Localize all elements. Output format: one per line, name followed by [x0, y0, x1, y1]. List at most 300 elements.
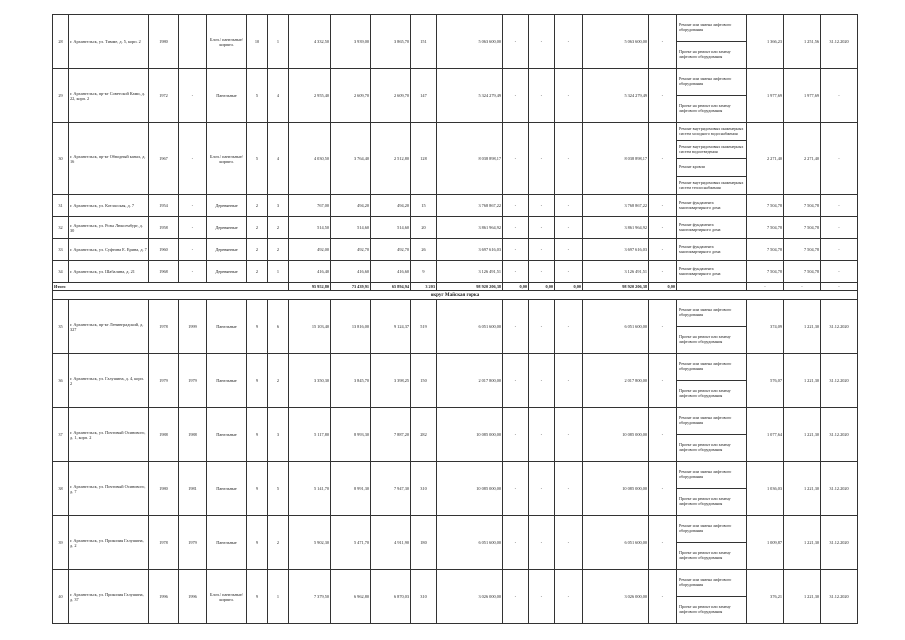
cell-f3: - — [555, 261, 583, 283]
cell-address: г. Архангельск, ул. Галушина, д. 4, корп. 2 — [69, 354, 149, 408]
cell-num: 35 — [53, 300, 69, 354]
cell-address: г. Архангельск, ул. Прокопия Галушина, д. 37 — [69, 570, 149, 624]
cell-address: г. Архангельск, пр-кт Обводный канал, д. 16 — [69, 123, 149, 195]
section-row — [53, 291, 858, 300]
cell-area-b: 3 865,70 — [371, 15, 411, 69]
cell-wall: Панельные — [207, 516, 247, 570]
cell-f1: - — [503, 408, 529, 462]
cell-floors: 9 — [247, 408, 268, 462]
cell-cost-total: 10 085 000,00 — [437, 462, 503, 516]
cell-year-built: 1988 — [149, 408, 179, 462]
cell-f2: - — [529, 195, 555, 217]
cell-area-a: 3 764,40 — [331, 123, 371, 195]
cell-num: 28 — [53, 15, 69, 69]
cell-floors: 10 — [247, 15, 268, 69]
cell-f5: - — [649, 239, 677, 261]
cell-area-total: 15 103,40 — [289, 300, 331, 354]
cell-f1: - — [503, 239, 529, 261]
cell-cost-total: 6 051 600,00 — [437, 300, 503, 354]
cell-area-a: 8 993,30 — [331, 408, 371, 462]
total-cost-total: 98 920 206,38 — [437, 283, 503, 291]
cell-area-a: 3 939,00 — [331, 15, 371, 69]
cell-f3: - — [555, 123, 583, 195]
cell-year-built: 1979 — [149, 354, 179, 408]
cell-f1: - — [503, 69, 529, 123]
cell-num: 40 — [53, 570, 69, 624]
cell-unit-cost: 7 504,78 — [747, 217, 784, 239]
cell-f3: - — [555, 300, 583, 354]
program-table-sheet — [52, 14, 849, 624]
cell-deadline: - — [821, 195, 858, 217]
cell-unit-cost: 7 504,78 — [747, 239, 784, 261]
cell-wall: Деревянные — [207, 217, 247, 239]
cell-work-type: Ремонт фундамента многоквартирного дома — [677, 261, 747, 283]
cell-f4: 3 768 867,22 — [583, 195, 649, 217]
cell-f4: 3 026 000,00 — [583, 570, 649, 624]
cell-wall: Панельные — [207, 408, 247, 462]
cell-f4: 6 051 600,00 — [583, 300, 649, 354]
cell-f1: - — [503, 462, 529, 516]
cell-f2: - — [529, 261, 555, 283]
cell-cost-total: 3 768 867,22 — [437, 195, 503, 217]
cell-f1: - — [503, 195, 529, 217]
cell-f2: - — [529, 239, 555, 261]
cell-f1: - — [503, 15, 529, 69]
cell-floors: 5 — [247, 123, 268, 195]
cell-num: 37 — [53, 408, 69, 462]
cell-wall: Панельные — [207, 300, 247, 354]
cell-year-reconstr: 1999 — [179, 300, 207, 354]
cell-f4: 6 051 600,00 — [583, 516, 649, 570]
cell-f1: - — [503, 570, 529, 624]
cell-area-a: 3 845,70 — [331, 354, 371, 408]
cell-work-type: Ремонт внутридомовых инженерных систем водоотведения — [677, 141, 747, 159]
cell-area-total: 3 350,30 — [289, 354, 331, 408]
cell-floors: 9 — [247, 354, 268, 408]
cell-residents: 9 — [411, 261, 437, 283]
cell-f5: - — [649, 15, 677, 69]
cell-area-b: 416,60 — [371, 261, 411, 283]
cell-cost-total: 10 085 000,00 — [437, 408, 503, 462]
total-limit-cost: - — [784, 283, 821, 291]
cell-wall: Панельные — [207, 462, 247, 516]
cell-area-a: 494,20 — [331, 195, 371, 217]
cell-area-b: 492,70 — [371, 239, 411, 261]
cell-cost-total: 3 126 491,51 — [437, 261, 503, 283]
cell-work-type: Ремонт или замена лифтового оборудования — [677, 15, 747, 42]
cell-residents: 20 — [411, 217, 437, 239]
cell-area-total: 767,00 — [289, 195, 331, 217]
cell-cost-total: 5 324 279,49 — [437, 69, 503, 123]
cell-limit-cost: 2 271,40 — [784, 123, 821, 195]
cell-floors: 9 — [247, 462, 268, 516]
total-unit-cost: - — [747, 283, 784, 291]
cell-f3: - — [555, 408, 583, 462]
cell-cost-total: 3 026 000,00 — [437, 570, 503, 624]
table-row — [53, 408, 858, 435]
table-body — [53, 15, 858, 624]
table-row — [53, 195, 858, 217]
cell-cost-total: 3 697 616,03 — [437, 239, 503, 261]
cell-f1: - — [503, 261, 529, 283]
cell-f4: 5 063 600,00 — [583, 15, 649, 69]
cell-limit-cost: 1 251,56 — [784, 15, 821, 69]
cell-address: г. Архангельск, ул. Шабалина, д. 21 — [69, 261, 149, 283]
cell-f1: - — [503, 354, 529, 408]
cell-f4: 2 017 800,00 — [583, 354, 649, 408]
cell-year-built: 1978 — [149, 516, 179, 570]
cell-residents: 151 — [411, 15, 437, 69]
cell-area-b: 514,60 — [371, 217, 411, 239]
cell-limit-cost: 7 504,78 — [784, 195, 821, 217]
total-work-type — [677, 283, 747, 291]
cell-f5: - — [649, 516, 677, 570]
cell-work-type: Ремонт кровли — [677, 159, 747, 177]
cell-work-type: Ремонт или замена лифтового оборудования — [677, 516, 747, 543]
cell-unit-cost: 7 504,78 — [747, 195, 784, 217]
total-f4: 98 920 206,38 — [583, 283, 649, 291]
cell-area-a: 5 471,70 — [331, 516, 371, 570]
cell-unit-cost: 1 036,03 — [747, 462, 784, 516]
cell-residents: 282 — [411, 408, 437, 462]
cell-f2: - — [529, 300, 555, 354]
cell-f4: 3 697 616,03 — [583, 239, 649, 261]
cell-work-type: Проект на ремонт или замену лифтового оборудования — [677, 543, 747, 570]
cell-f5: - — [649, 195, 677, 217]
total-area-a: 73 439,91 — [331, 283, 371, 291]
repair-program-table — [52, 14, 858, 624]
cell-residents: 15 — [411, 195, 437, 217]
cell-unit-cost: 374,09 — [747, 300, 784, 354]
table-row — [53, 462, 858, 489]
section-title: округ Майская горка — [53, 291, 858, 300]
cell-entrances: 6 — [268, 300, 289, 354]
cell-deadline: 31.12.2020 — [821, 462, 858, 516]
cell-work-type: Проект на ремонт или замену лифтового оборудования — [677, 327, 747, 354]
cell-entrances: 1 — [268, 261, 289, 283]
cell-deadline: - — [821, 239, 858, 261]
cell-limit-cost: 1 221,30 — [784, 516, 821, 570]
cell-wall: Блоч./ панельные/кирпич. — [207, 123, 247, 195]
cell-work-type: Ремонт или замена лифтового оборудования — [677, 462, 747, 489]
cell-year-reconstr: - — [179, 69, 207, 123]
cell-year-reconstr: - — [179, 123, 207, 195]
cell-entrances: 2 — [268, 354, 289, 408]
cell-unit-cost: 576,07 — [747, 354, 784, 408]
cell-f5: - — [649, 354, 677, 408]
cell-entrances: 2 — [268, 217, 289, 239]
cell-f5: - — [649, 570, 677, 624]
table-row — [53, 239, 858, 261]
cell-deadline: 31.12.2020 — [821, 408, 858, 462]
cell-area-a: 8 991,30 — [331, 462, 371, 516]
cell-area-total: 4 030,50 — [289, 123, 331, 195]
cell-area-total: 2 955,40 — [289, 69, 331, 123]
cell-residents: 147 — [411, 69, 437, 123]
cell-limit-cost: 1 221,30 — [784, 408, 821, 462]
cell-year-built: 1968 — [149, 261, 179, 283]
cell-limit-cost: 1 221,30 — [784, 300, 821, 354]
cell-area-a: 2 609,70 — [331, 69, 371, 123]
cell-entrances: 2 — [268, 239, 289, 261]
cell-num: 38 — [53, 462, 69, 516]
cell-f3: - — [555, 354, 583, 408]
cell-address: г. Архангельск, ул. Почтовый Осинового, д. 7 — [69, 462, 149, 516]
cell-f3: - — [555, 15, 583, 69]
cell-f4: 5 324 279,49 — [583, 69, 649, 123]
cell-work-type: Ремонт внутридомовых инженерных систем теплоснабжения — [677, 177, 747, 195]
table-row — [53, 261, 858, 283]
cell-f4: 10 085 000,00 — [583, 462, 649, 516]
cell-limit-cost: 1 977,69 — [784, 69, 821, 123]
cell-area-a: 13 816,00 — [331, 300, 371, 354]
cell-address: г. Архангельск, ул. Тимме, д. 5, корп. 2 — [69, 15, 149, 69]
cell-residents: 128 — [411, 123, 437, 195]
cell-area-total: 492,00 — [289, 239, 331, 261]
cell-f4: 10 085 000,00 — [583, 408, 649, 462]
cell-wall: Блоч./ панельные/кирпич. — [207, 15, 247, 69]
cell-f2: - — [529, 570, 555, 624]
cell-area-a: 492,70 — [331, 239, 371, 261]
cell-work-type: Проект на ремонт или замену лифтового оборудования — [677, 42, 747, 69]
cell-work-type: Проект на ремонт или замену лифтового оборудования — [677, 597, 747, 624]
cell-area-b: 7 887,20 — [371, 408, 411, 462]
table-row — [53, 15, 858, 42]
cell-f4: 8 038 898,17 — [583, 123, 649, 195]
cell-work-type: Проект на ремонт или замену лифтового оборудования — [677, 96, 747, 123]
cell-f4: 3 126 491,51 — [583, 261, 649, 283]
total-area-total: 95 952,80 — [289, 283, 331, 291]
cell-f5: - — [649, 123, 677, 195]
total-label: Итого — [53, 283, 289, 291]
cell-area-a: 514,60 — [331, 217, 371, 239]
cell-floors: 9 — [247, 300, 268, 354]
cell-year-built: 1978 — [149, 300, 179, 354]
total-f1: 0,00 — [503, 283, 529, 291]
cell-f5: - — [649, 217, 677, 239]
total-f5: 0,00 — [649, 283, 677, 291]
cell-area-total: 5 141,70 — [289, 462, 331, 516]
cell-area-a: 6 962,80 — [331, 570, 371, 624]
cell-f2: - — [529, 123, 555, 195]
cell-floors: 2 — [247, 239, 268, 261]
cell-area-total: 5 902,30 — [289, 516, 331, 570]
cell-num: 30 — [53, 123, 69, 195]
cell-address: г. Архангельск, ул. Почтовый Осинового, д. 1, корп. 2 — [69, 408, 149, 462]
cell-year-reconstr: - — [179, 195, 207, 217]
cell-address: г. Архангельск, пр-кт Ленинградский, д. 327 — [69, 300, 149, 354]
cell-f3: - — [555, 462, 583, 516]
cell-deadline: 31.12.2020 — [821, 516, 858, 570]
cell-year-built: 1954 — [149, 195, 179, 217]
cell-limit-cost: 1 221,30 — [784, 462, 821, 516]
cell-entrances: 5 — [268, 462, 289, 516]
cell-year-reconstr — [179, 15, 207, 69]
cell-cost-total: 5 063 600,00 — [437, 15, 503, 69]
cell-wall: Панельные — [207, 354, 247, 408]
cell-year-reconstr: - — [179, 217, 207, 239]
total-f2: 0,00 — [529, 283, 555, 291]
cell-year-built: 1996 — [149, 570, 179, 624]
cell-work-type: Ремонт или замена лифтового оборудования — [677, 300, 747, 327]
cell-unit-cost: 1 077,64 — [747, 408, 784, 462]
cell-area-total: 5 117,80 — [289, 408, 331, 462]
cell-f1: - — [503, 300, 529, 354]
cell-entrances: 1 — [268, 15, 289, 69]
cell-limit-cost: 7 504,78 — [784, 217, 821, 239]
cell-area-a: 416,60 — [331, 261, 371, 283]
cell-cost-total: 2 017 800,00 — [437, 354, 503, 408]
cell-cost-total: 3 861 964,92 — [437, 217, 503, 239]
cell-deadline: 31.12.2020 — [821, 300, 858, 354]
cell-entrances: 3 — [268, 195, 289, 217]
cell-area-total: 514,50 — [289, 217, 331, 239]
cell-num: 34 — [53, 261, 69, 283]
cell-unit-cost: 376,21 — [747, 570, 784, 624]
table-row — [53, 69, 858, 96]
total-row — [53, 283, 858, 291]
cell-year-reconstr: 1979 — [179, 516, 207, 570]
cell-year-built: 1967 — [149, 123, 179, 195]
cell-residents: 180 — [411, 516, 437, 570]
cell-work-type: Ремонт внутридомовых инженерных систем холодного водоснабжения — [677, 123, 747, 141]
cell-address: г. Архангельск, пр-кт Советской Ками, д. 22, корп. 2 — [69, 69, 149, 123]
cell-area-b: 2 512,80 — [371, 123, 411, 195]
cell-floors: 5 — [247, 69, 268, 123]
cell-f1: - — [503, 516, 529, 570]
cell-entrances: 3 — [268, 408, 289, 462]
cell-f5: - — [649, 408, 677, 462]
cell-work-type: Ремонт фундамента многоквартирного дома — [677, 195, 747, 217]
cell-entrances: 4 — [268, 123, 289, 195]
cell-f3: - — [555, 195, 583, 217]
cell-floors: 2 — [247, 217, 268, 239]
cell-f2: - — [529, 69, 555, 123]
cell-year-reconstr: 1981 — [179, 462, 207, 516]
cell-floors: 2 — [247, 261, 268, 283]
cell-year-built: 1980 — [149, 15, 179, 69]
total-residents: 3 203 — [411, 283, 437, 291]
cell-num: 33 — [53, 239, 69, 261]
cell-area-b: 3 398,25 — [371, 354, 411, 408]
table-row — [53, 516, 858, 543]
cell-address: г. Архангельск, ул. Котласская, д. 7 — [69, 195, 149, 217]
cell-year-built: 1972 — [149, 69, 179, 123]
cell-num: 31 — [53, 195, 69, 217]
cell-area-b: 4 911,90 — [371, 516, 411, 570]
cell-work-type: Ремонт фундамента многоквартирного дома — [677, 239, 747, 261]
cell-num: 36 — [53, 354, 69, 408]
cell-wall: Блоч./ панельные/кирпич. — [207, 570, 247, 624]
cell-f3: - — [555, 217, 583, 239]
table-row — [53, 570, 858, 597]
cell-f5: - — [649, 261, 677, 283]
cell-residents: 310 — [411, 570, 437, 624]
cell-area-total: 416,40 — [289, 261, 331, 283]
cell-work-type: Ремонт или замена лифтового оборудования — [677, 354, 747, 381]
cell-f2: - — [529, 217, 555, 239]
cell-year-built: 1980 — [149, 462, 179, 516]
cell-area-b: 9 124,37 — [371, 300, 411, 354]
cell-entrances: 4 — [268, 69, 289, 123]
cell-deadline: - — [821, 69, 858, 123]
cell-residents: 310 — [411, 462, 437, 516]
cell-residents: 519 — [411, 300, 437, 354]
total-area-b: 65 894,94 — [371, 283, 411, 291]
cell-f3: - — [555, 570, 583, 624]
cell-residents: 150 — [411, 354, 437, 408]
cell-work-type: Ремонт или замена лифтового оборудования — [677, 570, 747, 597]
cell-num: 29 — [53, 69, 69, 123]
cell-limit-cost: 7 504,78 — [784, 239, 821, 261]
cell-deadline: 31.12.2020 — [821, 570, 858, 624]
cell-floors: 9 — [247, 516, 268, 570]
cell-area-b: 494,20 — [371, 195, 411, 217]
cell-deadline: 31.12.2020 — [821, 354, 858, 408]
cell-cost-total: 6 051 600,00 — [437, 516, 503, 570]
cell-year-reconstr: 1988 — [179, 408, 207, 462]
cell-area-b: 7 947,30 — [371, 462, 411, 516]
cell-f5: - — [649, 69, 677, 123]
cell-f4: 3 861 964,92 — [583, 217, 649, 239]
cell-deadline: - — [821, 217, 858, 239]
cell-residents: 26 — [411, 239, 437, 261]
cell-wall: Деревянные — [207, 195, 247, 217]
cell-address: г. Архангельск, ул. Прокопия Галушина, д. 2 — [69, 516, 149, 570]
cell-area-b: 2 609,70 — [371, 69, 411, 123]
cell-work-type: Ремонт или замена лифтового оборудования — [677, 69, 747, 96]
cell-unit-cost: 2 271,40 — [747, 123, 784, 195]
cell-f5: - — [649, 462, 677, 516]
cell-unit-cost: 7 504,78 — [747, 261, 784, 283]
cell-wall: Деревянные — [207, 261, 247, 283]
cell-year-reconstr: - — [179, 239, 207, 261]
cell-work-type: Ремонт фундамента многоквартирного дома — [677, 217, 747, 239]
cell-address: г. Архангельск, ул. Розы Люксембург, д. 30 — [69, 217, 149, 239]
cell-area-total: 4 332,50 — [289, 15, 331, 69]
cell-year-built: 1958 — [149, 217, 179, 239]
cell-deadline: - — [821, 123, 858, 195]
cell-f2: - — [529, 15, 555, 69]
table-row — [53, 217, 858, 239]
total-f3: 0,00 — [555, 283, 583, 291]
cell-deadline: 31.12.2020 — [821, 15, 858, 69]
cell-f3: - — [555, 516, 583, 570]
table-row — [53, 123, 858, 141]
cell-year-reconstr: 1996 — [179, 570, 207, 624]
cell-year-built: 1960 — [149, 239, 179, 261]
cell-cost-total: 8 038 898,17 — [437, 123, 503, 195]
cell-address: г. Архангельск, ул. Суфтина Е. Ерина, д. 7 — [69, 239, 149, 261]
cell-num: 39 — [53, 516, 69, 570]
cell-work-type: Проект на ремонт или замену лифтового оборудования — [677, 435, 747, 462]
cell-year-reconstr: 1979 — [179, 354, 207, 408]
total-deadline: - — [821, 283, 858, 291]
table-row — [53, 354, 858, 381]
cell-unit-cost: 1 977,69 — [747, 69, 784, 123]
cell-year-reconstr: - — [179, 261, 207, 283]
cell-wall: Панельные — [207, 69, 247, 123]
cell-f5: - — [649, 300, 677, 354]
cell-work-type: Проект на ремонт или замену лифтового оборудования — [677, 381, 747, 408]
table-row — [53, 300, 858, 327]
cell-f3: - — [555, 239, 583, 261]
cell-work-type: Проект на ремонт или замену лифтового оборудования — [677, 489, 747, 516]
cell-f2: - — [529, 408, 555, 462]
cell-f2: - — [529, 516, 555, 570]
cell-unit-cost: 1 009,87 — [747, 516, 784, 570]
cell-f3: - — [555, 69, 583, 123]
